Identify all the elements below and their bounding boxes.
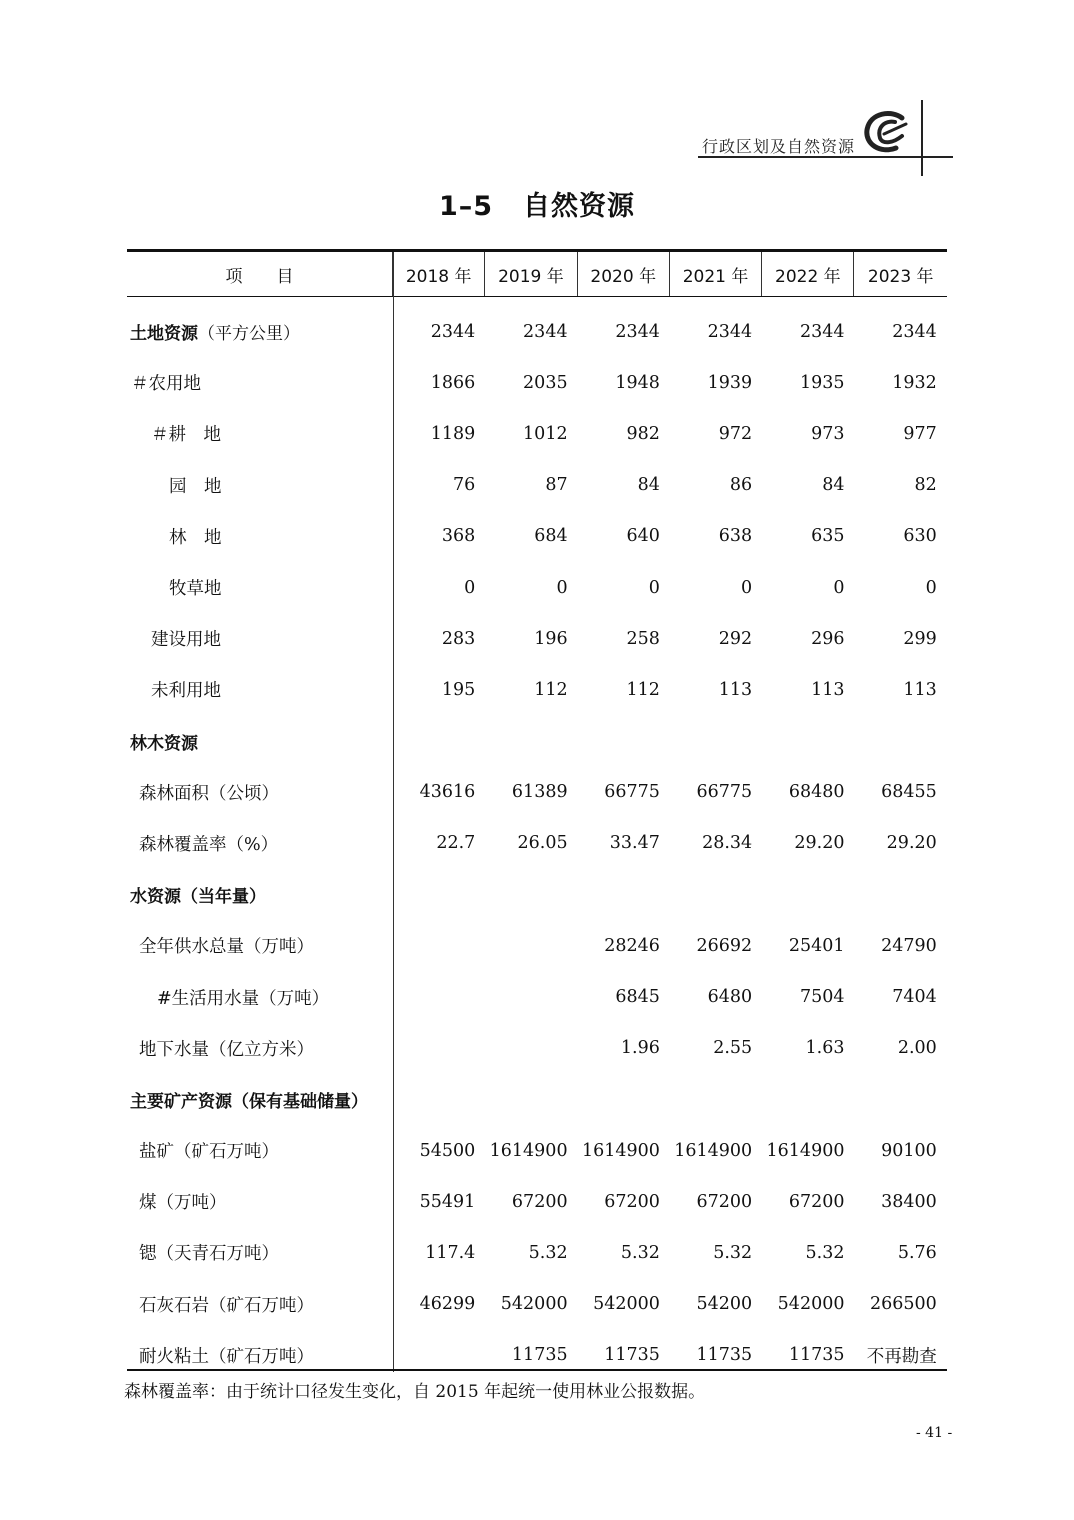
row-label: 全年供水总量（万吨） — [139, 937, 314, 958]
table-cell: 299 — [903, 628, 937, 649]
table-cell: 66775 — [696, 782, 753, 803]
table-row — [127, 1125, 947, 1176]
table-row — [127, 818, 947, 869]
table-cell: 542000 — [777, 1294, 845, 1315]
table-cell: 266500 — [869, 1294, 937, 1315]
table-cell: 640 — [626, 526, 660, 547]
table-cell: 22.7 — [436, 833, 476, 854]
table-cell: 29.20 — [794, 833, 845, 854]
table-cell: 2.00 — [897, 1038, 937, 1059]
table-bottom-rule — [127, 1369, 947, 1371]
table-cell: 11735 — [604, 1345, 660, 1366]
table-row — [127, 1176, 947, 1227]
table-header-rule — [127, 296, 947, 297]
table-cell: 6480 — [707, 987, 753, 1008]
table-cell: 1932 — [892, 372, 937, 393]
table-cell: 283 — [441, 628, 476, 649]
table-number: 1–5 — [438, 191, 494, 222]
footnote: 森林覆盖率：由于统计口径发生变化，自 2015 年起统一使用林业公报数据。 — [124, 1382, 706, 1402]
category-row — [127, 1074, 947, 1125]
table-cell: 7404 — [892, 987, 937, 1008]
table-cell: 972 — [718, 423, 753, 444]
table-cell: 113 — [903, 679, 937, 700]
table-cell: 38400 — [881, 1191, 937, 1212]
table-cell: 67200 — [604, 1191, 660, 1212]
table-cell: 1948 — [615, 372, 660, 393]
table-cell: 117.4 — [425, 1242, 476, 1263]
table-cell: 0 — [925, 577, 937, 598]
table-row — [127, 1330, 947, 1381]
table-header — [127, 252, 947, 296]
table-cell: 7504 — [799, 987, 845, 1008]
table-cell: 113 — [718, 679, 753, 700]
table-cell: 1.63 — [805, 1038, 845, 1059]
table-cell: 67200 — [511, 1191, 568, 1212]
table-cell: 66775 — [604, 782, 660, 803]
table-row — [127, 664, 947, 715]
row-label: 主要矿产资源（保有基础储量） — [130, 1091, 368, 1112]
row-label: ＃耕 地 — [151, 425, 221, 446]
table-cell: 1614900 — [674, 1140, 753, 1161]
table-cell: 33.47 — [609, 833, 660, 854]
table-body — [127, 306, 947, 1381]
column-header-year: 2018 年 — [393, 252, 485, 296]
page-title — [0, 184, 1074, 223]
column-header-item: 项 目 — [127, 252, 393, 296]
table-cell: 46299 — [419, 1294, 476, 1315]
row-label: 园 地 — [169, 476, 222, 497]
table-cell: 25401 — [788, 935, 845, 956]
table-cell: 2344 — [799, 321, 845, 342]
table-cell: 542000 — [593, 1294, 660, 1315]
row-unit: （平方公里） — [198, 324, 300, 345]
row-label: 牧草地 — [169, 579, 222, 600]
table-cell: 112 — [534, 679, 568, 700]
table-cell: 0 — [556, 577, 568, 598]
table-cell: 258 — [626, 628, 660, 649]
table-cell: 977 — [903, 423, 937, 444]
table-cell: 973 — [811, 423, 845, 444]
table-cell: 29.20 — [886, 833, 937, 854]
table-cell: 5.32 — [713, 1242, 753, 1263]
table-row — [127, 1279, 947, 1330]
table-cell: 1189 — [430, 423, 476, 444]
category-row — [127, 869, 947, 920]
table-cell: 24790 — [881, 935, 937, 956]
table-cell: 90100 — [881, 1140, 937, 1161]
table-row — [127, 613, 947, 664]
table-cell: 68480 — [788, 782, 845, 803]
table-cell: 55491 — [419, 1191, 476, 1212]
table-cell: 5.32 — [620, 1242, 660, 1263]
table-row — [127, 562, 947, 613]
table-cell: 296 — [811, 628, 845, 649]
row-label: 森林面积（公顷） — [139, 783, 279, 804]
row-label: 林 地 — [169, 527, 222, 548]
table-cell: 84 — [637, 475, 660, 496]
table-cell: 43616 — [419, 782, 476, 803]
table-cell: 0 — [464, 577, 476, 598]
row-label: #生活用水量（万吨） — [157, 988, 330, 1009]
table-cell: 2344 — [615, 321, 660, 342]
row-label: 地下水量（亿立方米） — [139, 1039, 314, 1060]
table-cell: 112 — [626, 679, 660, 700]
table-cell: 2344 — [707, 321, 753, 342]
table-cell: 26.05 — [517, 833, 568, 854]
section-header-text: 行政区划及自然资源 — [702, 137, 856, 156]
table-cell: 2035 — [523, 372, 568, 393]
header-vertical-rule — [921, 100, 923, 176]
row-label: 耐火粘土（矿石万吨） — [139, 1346, 314, 1367]
table-cell: 不再勘查 — [866, 1346, 937, 1367]
table-cell: 87 — [545, 475, 568, 496]
table-row — [127, 511, 947, 562]
table-cell: 542000 — [500, 1294, 568, 1315]
table-cell: 638 — [718, 526, 753, 547]
table-cell: 54500 — [419, 1140, 476, 1161]
table-cell: 684 — [534, 526, 568, 547]
table-row — [127, 767, 947, 818]
table-row — [127, 1227, 947, 1278]
table-cell: 5.32 — [528, 1242, 568, 1263]
table-cell: 1935 — [799, 372, 845, 393]
row-label: 锶（天青石万吨） — [139, 1244, 279, 1265]
table-cell: 86 — [729, 475, 753, 496]
table-cell: 11735 — [696, 1345, 753, 1366]
row-label: 水资源（当年量） — [130, 887, 266, 908]
table-cell: 1614900 — [766, 1140, 845, 1161]
table-row — [127, 1023, 947, 1074]
header-rule — [698, 156, 953, 158]
row-label: 煤（万吨） — [139, 1193, 227, 1214]
row-label: 未利用地 — [151, 681, 221, 702]
table-cell: 1939 — [707, 372, 753, 393]
table-row — [127, 460, 947, 511]
column-header-year: 2019 年 — [485, 252, 577, 296]
column-header-year: 2022 年 — [762, 252, 854, 296]
row-label: 林木资源 — [130, 733, 198, 754]
table-cell: 82 — [914, 475, 937, 496]
table-row — [127, 408, 947, 459]
table-cell: 1012 — [523, 423, 568, 444]
table-title-text: 自然资源 — [523, 191, 636, 222]
stylized-c-logo-icon — [862, 110, 912, 154]
table-cell: 11735 — [511, 1345, 568, 1366]
column-header-year: 2023 年 — [867, 266, 934, 287]
table-cell: 67200 — [696, 1191, 753, 1212]
table-cell: 1.96 — [620, 1038, 660, 1059]
table-row — [127, 971, 947, 1022]
table-cell: 5.32 — [805, 1242, 845, 1263]
table-cell: 2344 — [430, 321, 476, 342]
table-cell: 1866 — [430, 372, 476, 393]
row-label: 土地资源（平方公里） — [130, 324, 300, 345]
table-cell: 292 — [718, 628, 753, 649]
row-label: 石灰石岩（矿石万吨） — [139, 1295, 314, 1316]
table-cell: 76 — [453, 475, 476, 496]
table-cell: 67200 — [788, 1191, 845, 1212]
page-number: - 41 - — [916, 1425, 953, 1441]
table-cell: 2344 — [523, 321, 568, 342]
table-cell: 113 — [811, 679, 845, 700]
table-cell: 196 — [534, 628, 568, 649]
table-cell: 26692 — [696, 935, 753, 956]
column-header-year: 2020 年 — [578, 252, 670, 296]
row-label: 建设用地 — [151, 630, 221, 651]
table-cell: 2344 — [892, 321, 937, 342]
table-cell: 68455 — [881, 782, 937, 803]
table-cell: 630 — [903, 526, 937, 547]
running-header — [0, 0, 1074, 180]
table-cell: 368 — [441, 526, 476, 547]
table-cell: 61389 — [511, 782, 568, 803]
category-row — [127, 306, 947, 357]
row-label: 森林覆盖率（%） — [139, 834, 279, 855]
table-cell: 28246 — [604, 935, 660, 956]
table-row — [127, 920, 947, 971]
table-cell: 0 — [741, 577, 753, 598]
row-label: ＃农用地 — [131, 374, 201, 395]
table-cell: 635 — [811, 526, 845, 547]
table-cell: 2.55 — [713, 1038, 753, 1059]
table-cell: 84 — [822, 475, 845, 496]
table-row — [127, 357, 947, 408]
table-cell: 1614900 — [581, 1140, 660, 1161]
table-cell: 195 — [441, 679, 476, 700]
table-cell: 1614900 — [489, 1140, 568, 1161]
table-cell: 28.34 — [702, 833, 753, 854]
category-row — [127, 716, 947, 767]
table-cell: 0 — [833, 577, 845, 598]
table-cell: 982 — [626, 423, 660, 444]
column-header-year: 2021 年 — [670, 252, 762, 296]
table-cell: 5.76 — [897, 1242, 937, 1263]
table-cell: 6845 — [615, 987, 660, 1008]
table-cell: 54200 — [696, 1294, 753, 1315]
row-label: 盐矿（矿石万吨） — [139, 1142, 279, 1163]
table-cell: 0 — [648, 577, 660, 598]
table-cell: 11735 — [788, 1345, 845, 1366]
